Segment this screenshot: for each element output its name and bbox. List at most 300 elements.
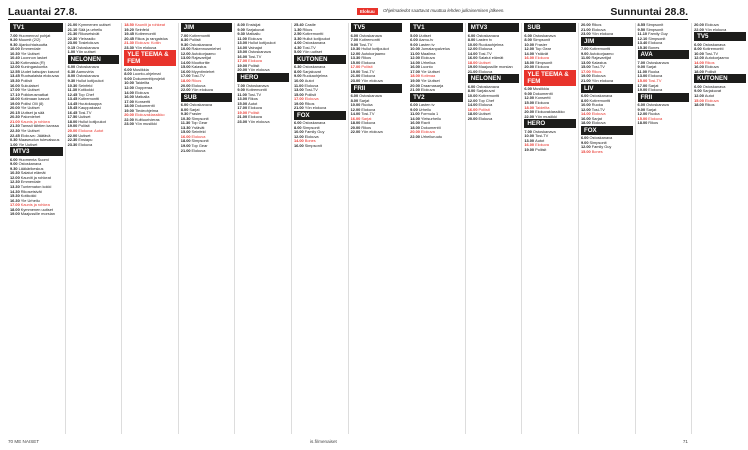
program-time: 15.00 [293, 91, 304, 97]
program-time: 7.00 [10, 32, 18, 38]
program-time: 11.30 [10, 59, 20, 65]
listing-column [691, 23, 748, 434]
month-badge: Elokuu [357, 8, 378, 15]
program-time: 12.00 [524, 46, 535, 52]
program-title: Kauniit ja rohkeat [134, 22, 166, 27]
program-title: Maaseudun tulevaisuus [18, 137, 60, 143]
program-title: Elokuva [478, 68, 493, 74]
program-title: Yle Uutiset [20, 87, 40, 93]
program-title: Yön elokuva [591, 31, 614, 37]
program-time: 11.10 [637, 31, 648, 37]
program-title: Kauniit ja rohkeat [20, 174, 51, 180]
program-title: Sarjat [189, 106, 200, 112]
program-title: Konsertti [535, 95, 551, 101]
program-time: 9.00 [637, 64, 646, 70]
program-time: 12.00 [350, 106, 361, 112]
program-title: Ruokaohjelma [478, 41, 504, 47]
program-title: Lasten tv [418, 102, 435, 108]
program-time: 18.00 [467, 111, 478, 117]
program-title: Kotiremontti [589, 46, 611, 52]
program-time: 20.00 [350, 124, 361, 130]
program-time: 9.30 [67, 77, 76, 83]
program-time: 12.00 [637, 111, 648, 117]
program-title: Huomenna! pohjat [18, 32, 51, 38]
program-title: Tosi-TV [591, 106, 605, 112]
program-time: 17.00 [10, 87, 20, 93]
channel-header: TV5 [694, 32, 746, 41]
program-title: Hullut kotijoukot [302, 35, 331, 41]
program-time: 23.00 [124, 121, 134, 127]
program-time: 15.00 [237, 49, 248, 55]
program-time: 8.00 [293, 124, 302, 130]
program-time: 10.30 [67, 82, 78, 88]
program-title: Myyntimiehet [191, 68, 215, 74]
program-row [294, 144, 346, 149]
program-title: Kotimaan kasvot [20, 96, 50, 102]
program-time: 8.00 [467, 37, 476, 43]
program-time: 6.00 [350, 32, 359, 38]
program-time: 18.00 [10, 206, 20, 212]
program-title: Hullut kotijoukot [78, 118, 106, 124]
program-title: Emmerdale [20, 179, 41, 185]
program-title: Castle [304, 22, 316, 27]
program-title: Elokuva: Autot [78, 127, 104, 133]
program-time: 6.30 [67, 68, 76, 74]
program-time: 8.00 [237, 22, 245, 27]
program-time: 7.00 [580, 46, 589, 52]
program-time: 20.45 [124, 35, 134, 41]
program-title: Ostoskanava [302, 40, 326, 46]
program-title: Poliisit [248, 62, 260, 68]
program-time: 16.00 [467, 55, 478, 61]
program-title: Elokuva [648, 73, 663, 79]
program-title: Elokuvaklassikko [134, 112, 165, 118]
program-time: 21.00 [350, 73, 361, 79]
program-title: Kaunis ja rohkea [20, 118, 50, 124]
program-title: Simpsonit [535, 59, 553, 65]
program-time: 20.00 [410, 82, 420, 88]
program-title: Ostoskanava [359, 32, 382, 38]
program-title: Urheilu [418, 106, 432, 112]
program-time: 14.00 [350, 111, 361, 117]
program-time: 20.15 [10, 109, 20, 115]
program-title: Autot [248, 100, 258, 106]
program-time: 18.00 [410, 124, 420, 130]
program-time: 19.00 [637, 87, 648, 93]
program-time: 18.00 [467, 59, 478, 65]
program-time: 13.00 [524, 137, 535, 143]
program-title: Elokuva [478, 115, 493, 121]
program-time: 19.00 [524, 146, 535, 152]
program-title: Tuntematon kokki [20, 183, 52, 189]
program-title: Tosi-TV [247, 91, 262, 97]
program-title: Tosi-TV [78, 109, 92, 115]
program-title: Top Gear [191, 143, 208, 149]
program-time: 18.00 [637, 120, 648, 126]
program-title: Elokuva [591, 73, 606, 79]
program-title: Ostoskanava [189, 41, 213, 47]
program-time: 6.00 [124, 66, 132, 72]
program-title: Poliisit [20, 77, 32, 83]
program-title: Uutiset [478, 59, 491, 65]
program-time: 18.00 [694, 68, 704, 74]
tagline: Ohjelmatiedot saattavat muuttua lehden julkaisemisen jälkeen. [383, 8, 505, 13]
program-title: Poliisit [248, 109, 260, 115]
program-title: Elokuva [704, 64, 719, 70]
program-time: 9.00 [237, 87, 245, 93]
program-time: 23.00 [580, 31, 591, 37]
program-time: 23.00 [67, 40, 78, 46]
program-title: Elokuva [591, 111, 606, 117]
program-title: Jumalanpalvelus [420, 46, 450, 52]
program-time: 6.00 [180, 102, 189, 108]
program-title: Huutokauppa [78, 100, 102, 106]
program-row [124, 122, 176, 127]
header-right-date: Sunnuntai 28.8. [610, 6, 688, 18]
program-time: 18.00 [180, 138, 191, 144]
header-left-date: Lauantai 27.8. [8, 6, 78, 18]
program-time: 18.00 [350, 120, 361, 126]
listing-column [408, 23, 465, 434]
program-time: 21.00 [580, 77, 591, 83]
program-time: 15.00 [637, 77, 648, 83]
program-title: Kotiremontti [245, 87, 267, 93]
program-title: Top Chef [478, 97, 495, 103]
program-time: 25.40 [293, 22, 304, 27]
program-title: Family Guy [591, 144, 612, 150]
program-time: 17.00 [580, 68, 591, 74]
program-time: 10.00 [694, 50, 704, 56]
program-time: 15.00 [637, 115, 648, 121]
program-time: 17.50 [67, 114, 78, 120]
program-title: Ostoskanava [18, 161, 42, 167]
program-title: Ostoskanava [245, 82, 269, 88]
program-time: 8.00 [180, 106, 189, 112]
program-time: 20.00 [124, 112, 134, 118]
program-time: 13.45 [67, 96, 78, 102]
program-title: Ruoka [361, 102, 373, 108]
program-time: 12.00 [694, 55, 704, 61]
program-time: 6.00 [580, 135, 589, 141]
program-time: 11.00 [293, 82, 304, 88]
program-title: Ostoskanava [532, 128, 556, 134]
program-time: 19.00 [293, 100, 304, 106]
header-rule [8, 19, 688, 20]
program-time: 10.30 [180, 115, 191, 121]
program-title: Uutiset [478, 111, 491, 117]
program-title: Kauppakassi [78, 105, 101, 111]
program-title: Tosi-TV [302, 44, 316, 50]
program-time: 13.40 [637, 40, 648, 46]
program-time: 8.55 [637, 22, 646, 27]
program-time: 16.00 [293, 143, 304, 149]
program-time: 16.00 [180, 133, 191, 139]
program-time: 19.45 [124, 31, 134, 37]
footer-left: 70 ME NAISET [8, 439, 40, 444]
program-time: 20.00 [467, 115, 478, 121]
listing-column [8, 23, 65, 434]
program-time: 4.30 [293, 44, 302, 50]
program-title: Kalastus [591, 59, 607, 65]
program-title: Kotiremontti [478, 93, 500, 99]
program-time: 22.30 [67, 35, 78, 41]
program-time: 18.00 [67, 118, 78, 124]
program-title: Elokuva [591, 120, 606, 126]
program-time: 10.00 [467, 93, 478, 99]
channel-header: SUB [181, 93, 233, 102]
program-time: 11.00 [637, 68, 648, 74]
program-time: 13.30 [10, 183, 20, 189]
program-time: 15.00 [580, 64, 591, 70]
program-title: Tosi-TV [591, 64, 605, 70]
program-title: Ystävät [535, 50, 549, 56]
program-time: 6.00 [67, 64, 76, 70]
program-title: Ostoskanava [76, 64, 99, 70]
channel-header: TV2 [410, 93, 463, 102]
program-time: 10.00 [524, 41, 535, 47]
program-time: 16.00 [237, 53, 248, 59]
program-title: Yön elokuva [248, 118, 270, 124]
program-title: Musiikkia [532, 86, 549, 92]
program-time: 10.00 [410, 46, 420, 52]
program-time: 15.00 [524, 100, 535, 106]
program-time: 12.00 [580, 144, 591, 150]
program-time: 18.50 [124, 22, 134, 27]
program-title: Ruoka [648, 68, 660, 74]
program-time: 12.00 [10, 174, 20, 180]
program-row [410, 135, 463, 140]
program-time: 16.00 [694, 64, 704, 70]
listing-column [291, 23, 348, 434]
program-title: Rikos [361, 124, 372, 130]
program-time: 1.00 [67, 49, 76, 55]
program-title: Simpsonit [191, 115, 209, 121]
program-time: 18.00 [410, 73, 420, 79]
program-title: Yön elokuva [304, 105, 327, 111]
program-title: Elokuva [704, 97, 719, 103]
program-title: Yleisradio [78, 35, 96, 41]
program-title: Rikosetsivät [78, 31, 100, 37]
program-title: Uutiset [78, 132, 91, 138]
program-title: Sarjakuvat [302, 68, 321, 74]
program-time: 19.00 [124, 107, 134, 113]
program-time: 12.00 [467, 46, 478, 52]
channel-header: SUB [524, 23, 576, 32]
program-time: 21.10 [67, 26, 78, 32]
program-time: 17.00 [124, 98, 134, 104]
program-time: 9.00 [524, 90, 532, 96]
program-title: Frasier [535, 41, 548, 47]
program-title: Hullut kotijoukot [248, 40, 276, 46]
program-time: 8.00 [350, 97, 359, 103]
program-time: 15.00 [350, 59, 361, 65]
program-title: Elokuva [420, 87, 435, 93]
program-time: 9.30 [180, 111, 189, 117]
program-title: Yle Uutiset [420, 68, 440, 74]
program-time: 7.00 [637, 59, 646, 65]
program-time: 19.00 [467, 64, 478, 70]
program-title: Ostoskanava [76, 44, 99, 50]
program-time: 16.30 [10, 197, 20, 203]
program-time: 12.00 [350, 50, 361, 56]
program-title: Tiedeohjelma [134, 107, 159, 113]
program-time: 16.45 [67, 109, 78, 115]
program-title: Luonto-ohjelmat [132, 71, 161, 77]
program-time: 14.00 [293, 138, 304, 144]
program-title: Matkailu [245, 31, 261, 37]
channel-header: FOX [294, 111, 346, 120]
channel-header: AVA [638, 50, 690, 59]
program-title: Rikos ja rangaistus [134, 35, 168, 41]
program-title: Poliisit [78, 123, 90, 129]
program-title: Kotikokki [78, 87, 94, 93]
listing-column [521, 23, 578, 434]
program-time: 18.00 [124, 103, 134, 109]
channel-header: TV1 [410, 23, 463, 32]
program-title: Rikos [248, 96, 258, 102]
program-title: Ostoskanava [476, 83, 500, 89]
program-time: 8.00 [524, 37, 532, 43]
program-title: Ostoskanava [646, 59, 669, 65]
program-time: 21.30 [10, 123, 20, 129]
program-time: 19.20 [124, 26, 134, 32]
program-time: 11.00 [237, 35, 247, 41]
program-title: Elokuva [648, 115, 663, 121]
channel-header: MTV3 [10, 147, 63, 156]
program-title: Elokuva [247, 35, 262, 41]
channel-header: MTV3 [468, 23, 520, 32]
program-title: Yön elokuva [248, 67, 270, 73]
program-time: 23.30 [67, 141, 78, 147]
listing-column [178, 23, 235, 434]
program-time: 10.00 [180, 46, 191, 52]
program-time: 18.00 [694, 102, 704, 108]
program-title: Tosielokuva [78, 40, 99, 46]
program-title: Yön musiikki [134, 121, 157, 127]
program-time: 21.00 [10, 118, 20, 124]
program-title: Yön elokuva [191, 87, 213, 93]
program-time: 6.30 [293, 64, 302, 70]
program-title: Ruoka [591, 102, 603, 108]
program-title: Kalastus [191, 64, 207, 70]
program-time: 15.30 [10, 193, 20, 199]
program-title: Rikos [302, 26, 313, 32]
program-title: Ostoskanava [702, 41, 726, 47]
program-title: Yle Uutiset [20, 127, 40, 133]
program-title: Uudet katsojan kasvot [20, 68, 60, 74]
program-time: 9.00 [350, 41, 359, 47]
program-time: 9.00 [637, 106, 646, 112]
program-time: 4.00 [293, 40, 302, 46]
program-title: Uutiset [418, 32, 431, 38]
program-title: Poliisit [704, 68, 717, 74]
program-title: Yle Uutiset [420, 77, 440, 83]
program-title: Rikos [704, 102, 715, 108]
program-title: Sarjakuvat [476, 88, 495, 94]
program-title: Ensisijat [245, 22, 261, 27]
program-time: 10.00 [10, 46, 20, 52]
channel-header: FRII [638, 93, 690, 102]
program-time: 17.00 [237, 105, 248, 111]
program-title: Poliisit [189, 37, 201, 43]
program-time: 15.45 [67, 105, 78, 111]
program-title: Autokorjaamo [704, 55, 729, 61]
program-time: 7.00 [237, 82, 245, 88]
program-title: Luonnon lasket [20, 55, 48, 61]
program-title: Simpsonit [646, 22, 664, 27]
program-time: 17.00 [350, 64, 361, 70]
program-time: 9.00 [124, 75, 132, 81]
program-title: Autokorjaamo [589, 50, 614, 56]
program-time: 6.00 [467, 83, 476, 89]
program-time: 17.00 [10, 202, 20, 208]
program-time: 12.30 [10, 179, 20, 185]
program-time: 9.00 [694, 88, 702, 94]
program-time: 0.30 [10, 137, 18, 143]
program-title: Poliisit [304, 91, 316, 97]
program-time: 2.50 [293, 31, 302, 37]
program-title: Elokuva: Kotiin [134, 40, 161, 46]
program-title: Sarjat [361, 115, 372, 121]
program-title: Musiikkia [132, 66, 149, 72]
program-time: 6.00 [637, 102, 646, 108]
program-title: Elokuva [78, 141, 93, 147]
program-time: 20.00 [580, 22, 591, 27]
program-title: Matkalla [134, 94, 150, 100]
program-title: Urheiluruutu [420, 133, 443, 139]
program-time: 1.00 [10, 141, 18, 147]
program-time: 20.00 [180, 82, 191, 88]
program-title: Rikos [361, 55, 372, 61]
program-row [638, 121, 690, 126]
program-time: 12.10 [637, 35, 648, 41]
program-time: 15.00 [237, 100, 248, 106]
program-title: Yön elokuva [361, 129, 383, 135]
program-time: 19.00 [10, 211, 20, 217]
program-title: Taideilta [535, 104, 550, 110]
channel-header: FRII [351, 84, 403, 93]
program-title: Ensiapu [78, 137, 93, 143]
program-time: 6.00 [410, 102, 418, 108]
program-time: 17.10 [10, 91, 20, 97]
program-title: Taideilta [134, 80, 150, 86]
program-time: 19.00 [67, 123, 78, 129]
program-title: Lasten tv [476, 37, 493, 43]
program-row [468, 117, 520, 122]
program-title: Rikos [591, 22, 602, 27]
program-title: Simpsonit [532, 37, 551, 43]
program-title: Konsertti [134, 98, 151, 104]
program-title: Frasier [189, 111, 202, 117]
program-time: 14.00 [124, 89, 134, 95]
program-time: 14.30 [10, 188, 20, 194]
program-time: 21.00 [410, 87, 420, 93]
program-title: Ostoskanava [189, 102, 213, 108]
program-time: 12.00 [524, 95, 535, 101]
program-time: 16.00 [524, 142, 535, 148]
program-time: 18.00 [524, 104, 535, 110]
program-title: Draamasarja [420, 82, 444, 88]
program-title: Elokuva [361, 59, 376, 65]
program-time: 14.00 [467, 50, 478, 56]
program-time: 20.00 [524, 109, 535, 115]
program-time: 9.00 [410, 106, 418, 112]
program-time: 14.45 [67, 100, 78, 106]
program-title: Kymmenen uutiset [78, 22, 111, 27]
program-title: Elokuva [361, 73, 376, 79]
program-time: 19.00 [580, 73, 591, 79]
program-title: Kotiremontti [359, 37, 380, 43]
